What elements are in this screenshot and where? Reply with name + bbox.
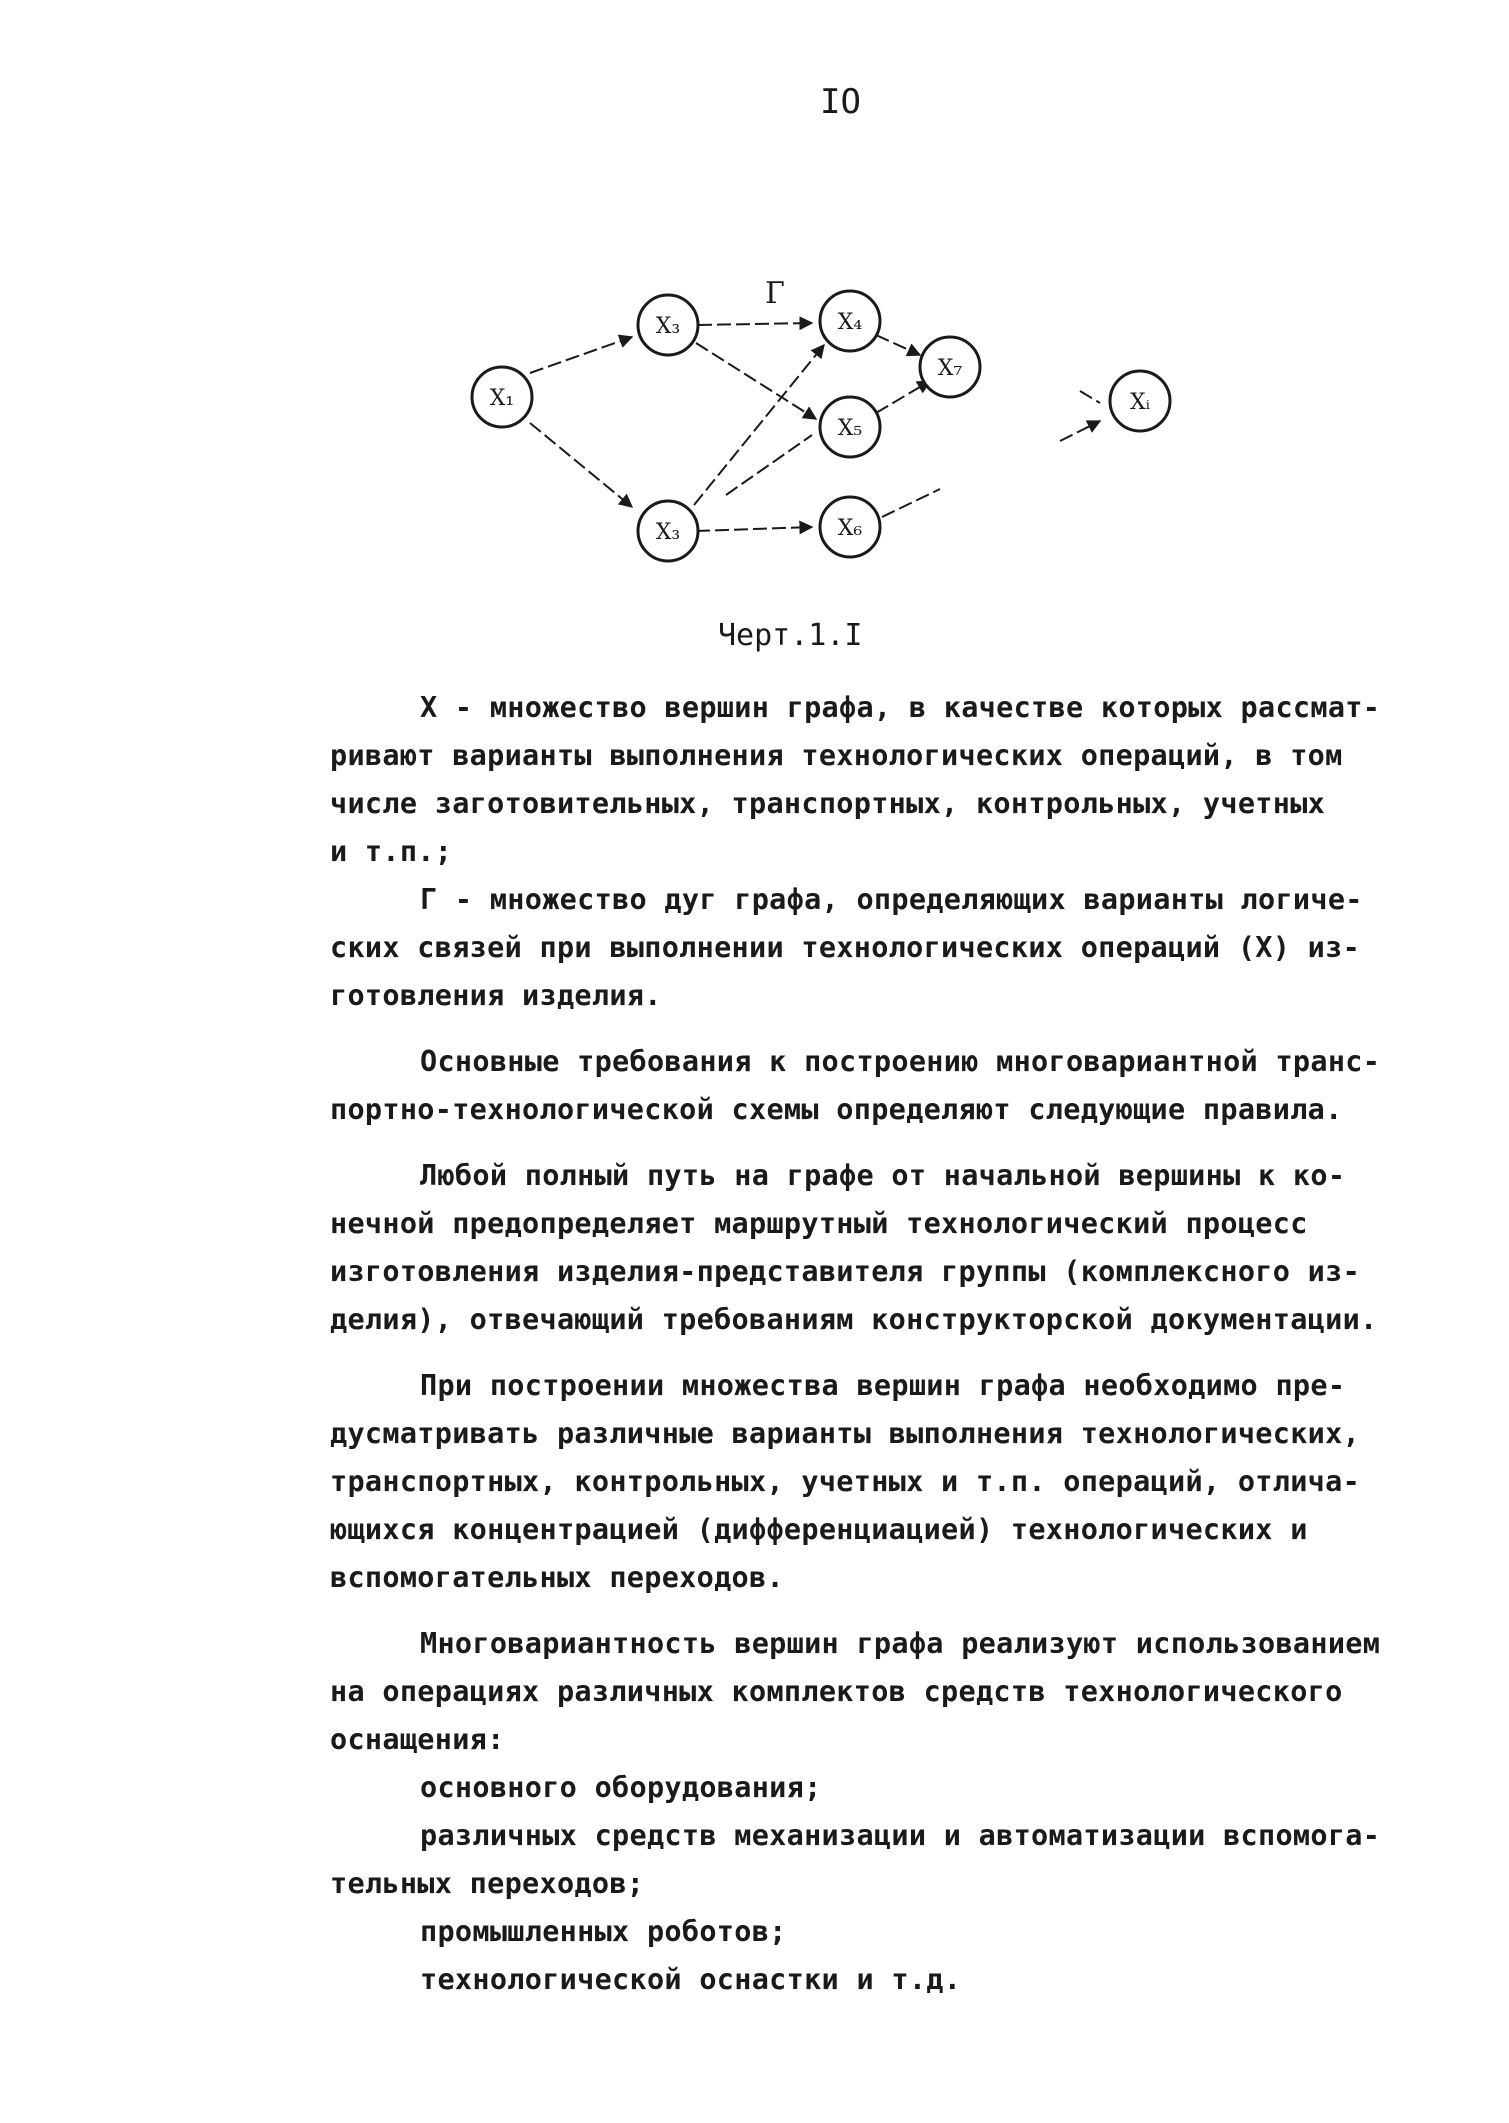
edge-x3top-x4 xyxy=(698,323,812,325)
node-x7-label: X₇ xyxy=(937,356,963,381)
list-item: технологической оснастки и т.д. xyxy=(420,1963,962,1996)
node-x1-label: X₁ xyxy=(489,386,515,411)
figure-caption: Черт.1.I xyxy=(718,618,863,653)
body-text xyxy=(330,684,1465,2004)
edge-in-xi-top xyxy=(1080,391,1100,403)
paragraph: Многовариантность вершин графа реализуют использованием на операциях различных комплектов средств технологического оснащения: xyxy=(330,1627,1381,1756)
edge-x3bottom-x4 xyxy=(694,345,824,505)
edge-in-xi xyxy=(1060,421,1100,441)
edge-x1-x3top xyxy=(530,337,632,373)
node-x4-label: X₄ xyxy=(837,310,863,335)
list-item: промышленных роботов; xyxy=(420,1915,787,1948)
edge-x5-x7 xyxy=(876,381,930,413)
page-number: IO xyxy=(820,82,861,122)
edge-x6-out xyxy=(882,489,940,517)
paragraph: Любой полный путь на графе от начальной вершины к ко- нечной предопределяет маршрутный технологический процесс изготовления изделия-представителя группы (комплексного из- делия), отвечающий требованиям конструкторской документации. xyxy=(330,1159,1378,1336)
edge-x1-x3bottom xyxy=(530,423,632,507)
arc-label xyxy=(765,276,785,311)
edge-x4-x7 xyxy=(876,335,920,355)
list-item: различных средств механизации и автоматизации вспомога- тельных переходов; xyxy=(330,1819,1381,1900)
node-x5-label: X₅ xyxy=(837,416,863,441)
paragraph: Г - множество дуг графа, определяющих варианты логиче- ских связей при выполнении технологических операций (Х) из- готовления изделия. xyxy=(330,883,1363,1012)
paragraph: Х - множество вершин графа, в качестве которых рассмат- ривают варианты выполнения технологических операций, в том числе заготовительных, транспортных, контрольных, учетных и т.п.; xyxy=(330,691,1381,868)
node-x3-top-label: X₃ xyxy=(655,314,681,339)
node-xi-label: Xᵢ xyxy=(1129,390,1151,415)
edge-x3top-x5 xyxy=(696,343,816,419)
list-item: основного оборудования; xyxy=(420,1771,822,1804)
edge-x3bottom-x6 xyxy=(696,527,812,531)
node-x3-bottom-label: X₃ xyxy=(655,520,681,545)
edge-x3bottom-x5 xyxy=(726,435,812,495)
graph-diagram xyxy=(420,255,1200,575)
paragraph: Основные требования к построению многовариантной транс- портно-технологической схемы определяют следующие правила. xyxy=(330,1045,1381,1126)
node-x6-label: X₆ xyxy=(837,516,863,541)
svg-text:Г: Г xyxy=(765,276,785,311)
paragraph: При построении множества вершин графа необходимо пре- дусматривать различные варианты выполнения технологических, транспортных, контрольных, учетных и т.п. операций, отлича- ющихся концентрацией (дифференциацией) технологических и вспомогательных переходов. xyxy=(330,1369,1361,1594)
